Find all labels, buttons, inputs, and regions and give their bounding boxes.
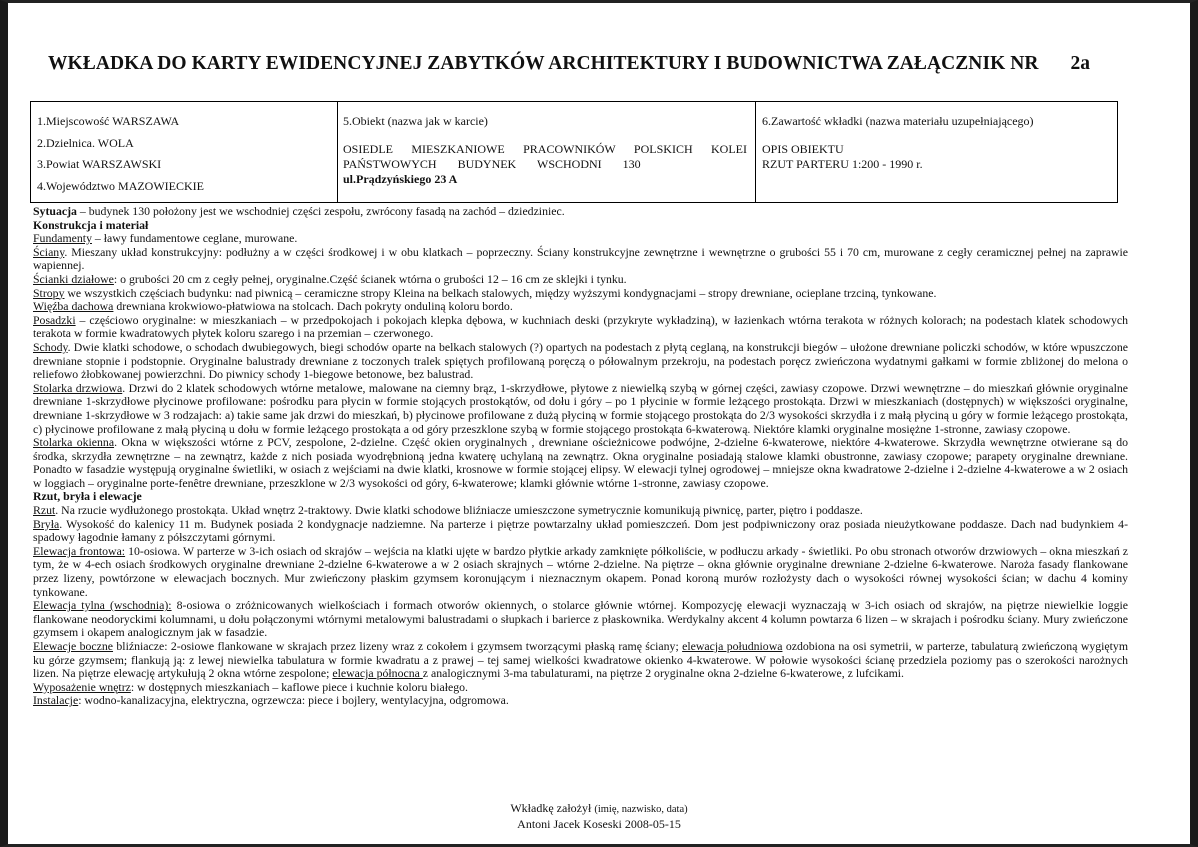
stropy-label: Stropy	[33, 285, 65, 300]
wyposazenie-label: Wyposażenie wnętrz	[33, 679, 131, 694]
wyposazenie-paragraph	[33, 681, 1128, 695]
content-label: 6.Zawartość wkładki (nazwa materiału uzupełniającego)	[762, 114, 1034, 128]
object-column	[338, 102, 756, 202]
dzielnica-field: 2.Dzielnica. WOLA	[37, 135, 134, 150]
fundamenty-label: Fundamenty	[33, 231, 92, 246]
schody-text: . Dwie klatki schodowe, o schodach dwubiegowych, biegi schodów oparte na belkach stalowych (?) opartych na podestach z płytą ceglaną, na konstrukcji biegów – ułożone drewniane policzki schodów, w które wpuszczone drewniane stopnie i podstopnie. Oryginalne balustrady drewniane z toczonych tralek spiętych profilowaną poręczą o półowalnym przekroju, na podestach poręcz zwieńczona wydatnymi gałkami w formie zbliżonej do melona o reliefowo żłobkowanej powierzchni. Do piwnicy schody 1-biegowe betonowe, bez balustrad.	[33, 339, 1128, 382]
stolarka-okienna-text: . Okna w większości wtórne z PCV, zespolone, 2-dzielne. Część okien oryginalnych , drewniane ościeżnicowe podwójne, 2-dzielne 6-kwaterowe, niektóre 4-kwaterowe. Skrzydła wewnętrzne otwierane są do środka, skrzydła zewnętrzne – na zewnątrz, każde z nich posiada wyodrębnioną jedna kwaterę uchylaną na zewnątrz. Okna oryginalne posiadają stalowe klamki obustronne, zawiasy czopowe; parapety oryginalne drewniane. Ponadto w fasadzie występują oryginalne świetliki, w osiach z wejściami na dwie klatki, krosnowe w formie stojącej elipsy. W elewacji tylnej ogrodowej – mniejsze okna kwadratowe 2-dzielne i 2-dzielne 4-kwaterowe a w 2 osiach w loggiach – oryginalne porte-fenêtre drewniane, przeszklone w 2/3 wysokości od góry, 6-kwaterowe; klamki głównie wtórne 1-stronne, zawiasy czopowe.	[33, 435, 1129, 490]
footer-label: Wkładkę założył	[510, 801, 592, 815]
object-address: ul.Prądzyńskiego 23 A	[343, 172, 458, 186]
schody-label: Schody	[33, 339, 68, 354]
stolarka-okienna-label: Stolarka okienna	[33, 435, 115, 450]
scianki-text: : o grubości 20 cm z cegły pełnej, oryginalne.Część ścianek wtórna o grubości 12 – 16 cm ze sklejki i tynku.	[113, 271, 627, 286]
content-line1: OPIS OBIEKTU	[762, 142, 844, 156]
footer-label-small: (imię, nazwisko, data)	[594, 804, 688, 815]
stropy-text: we wszystkich częściach budynku: nad piwnicą – ceramiczne stropy Kleina na belkach stalowych, między wyższymi kondygnacjami – stropy drewniane, ocieplane trzciną, tynkowane.	[64, 285, 937, 300]
sytuacja-paragraph	[33, 205, 1128, 219]
object-label: 5.Obiekt (nazwa jak w karcie)	[343, 114, 488, 128]
instalacje-text: : wodno-kanalizacyjna, elektryczna, ogrzewcza: piece i bojlery, wentylacyjna, odgromowa.	[78, 693, 509, 708]
sciany-text: . Mieszany układ konstrukcyjny: podłużny a w części środkowej i w obu klatkach – poprzeczny. Ściany konstrukcyjne zewnętrzne i wewnętrzne o grubości 55 i 70 cm, murowane z cegły ceramicznej pełnej na zaprawie wapiennej.	[33, 244, 1128, 273]
elewacje-boczne-paragraph	[33, 640, 1128, 681]
header-table	[30, 101, 1118, 203]
posadzki-paragraph	[33, 314, 1128, 341]
elewacja-frontowa-paragraph	[33, 545, 1128, 599]
content-column	[756, 102, 1117, 202]
location-column	[31, 102, 338, 202]
elewacja-tylna-text: 8-osiowa o zróżnicowanych wielkościach i formach otworów okiennych, o stolarce głównie wtórnej. Kompozycję elewacji wyznaczają w 3-ich osiach od skrajów, na piętrze niewielkie loggie flankowane neodoryckimi kolumnami, u dołu połączonymi wtórnymi metalowymi balustradami o słupkach i barierce z płaskownika. Werdykalny akcent 4 kolumn powtarza 6 lizen – w skrajach i pośrodku ściany. Mury zwieńczone gzymsem i okapem analogicznym jak w fasadzie.	[33, 598, 1128, 640]
instalacje-label: Instalacje	[33, 693, 79, 708]
bryla-paragraph	[33, 518, 1128, 545]
title-main: WKŁADKA DO KARTY EWIDENCYJNEJ ZABYTKÓW ARCHITEKTURY I BUDOWNICTWA ZAŁĄCZNIK NR	[48, 53, 1039, 74]
wiezba-text: drewniana krokwiowo-płatwiowa na stolcach. Dach pokryty onduliną koloru bordo.	[113, 299, 513, 314]
miejscowosc-field: 1.Miejscowość WARSZAWA	[37, 114, 180, 128]
stolarka-okienna-paragraph	[33, 436, 1128, 490]
object-name-line2: PAŃSTWOWYCH BUDYNEK WSCHODNI 130	[343, 157, 641, 171]
elewacje-boczne-text-b: ozdobiona na osi symetrii, w parterze, tabulaturą zwieńczoną wygiętym ku górze gzymsem; flankują ją: z lewej niewielka tabulatura w formie kwadratu a z prawej – tej samej wielkości kwadratowe okienko 4-kwaterowe. W połowie wysokości ścianę przedziela poziomy pas o szerokości narożnych lizen. Na piętrze elewację artykułują 2 okna wtórne zespolone;	[33, 639, 1128, 681]
sytuacja-text: – budynek 130 położony jest we wschodniej części zespołu, zwrócony fasadą na zachód – dziedziniec.	[76, 204, 565, 218]
fundamenty-text: – ławy fundamentowe ceglane, murowane.	[91, 231, 298, 246]
elewacja-frontowa-label: Elewacja frontowa:	[33, 543, 126, 558]
rzut-paragraph	[33, 504, 1128, 518]
sytuacja-label: Sytuacja	[33, 204, 77, 218]
fundamenty-paragraph	[33, 232, 1128, 246]
elewacje-boczne-text-c: z analogicznymi 3-ma tabulaturami, na piętrze 2 oryginalne okna 2-dzielne 6-kwaterowe, z lufcikami.	[422, 666, 904, 681]
powiat-field: 3.Powiat WARSZAWSKI	[37, 157, 162, 171]
konstrukcja-heading: Konstrukcja i materiał	[33, 217, 149, 232]
rzut-text: . Na rzucie wydłużonego prostokąta. Układ wnętrz 2-traktowy. Dwie klatki schodowe bliźniacze umieszczone symetrycznie komunikują piwnicę, parter, piętro i poddasze.	[55, 503, 863, 518]
title-number: 2a	[1070, 53, 1091, 74]
elewacja-poludniowa-label: elewacja południowa	[682, 639, 783, 653]
scianki-label: Ścianki działowe	[33, 271, 114, 286]
elewacje-boczne-label: Elewacje boczne	[33, 639, 114, 653]
scianki-paragraph	[33, 273, 1128, 287]
document-title	[48, 53, 1168, 75]
bryla-label: Bryła	[33, 516, 60, 531]
elewacja-tylna-label: Elewacja tylna (wschodnia):	[33, 598, 172, 613]
object-name-line1: OSIEDLE MIESZKANIOWE PRACOWNIKÓW POLSKICH KOLEI	[343, 142, 747, 156]
wyposazenie-text: : w dostępnych mieszkaniach – kaflowe piece i kuchnie koloru białego.	[130, 679, 468, 694]
stolarka-drzwiowa-text: . Drzwi do 2 klatek schodowych wtórne metalowe, malowane na ciemny brąz, 1-skrzydłowe, płytowe z niewielką szybą w górnej części, zawiasy czopowe. Drzwi wewnętrzne – do mieszkań głównie oryginalne drewniane 1-skrzydłowe płycinowe profilowane: pośrodku para płycin w formie stojących prostokątów, od dołu i góry – po 1 płycinie w formie leżącego prostokąta. Drzwi w mieszkaniach (dostępnych) w większości oryginalne, drewniane 1-skrzydłowe w 3 rodzajach: a) takie same jak drzwi do mieszkań, b) płycinowe profilowane z dużą płyciną w formie stojącego prostokąta do 2/3 wysokości skrzydła i z małą płyciną u góry w formie leżącego prostokąta, c) płycinowe profilowane z małą płyciną u dołu w formie leżącego prostokąta a od góry przeszklone szybą w formie stojącego prostokąta 6-kwaterową. Niektóre klamki oryginalne mosiężne 1-stronne, zawiasy czopowe.	[33, 380, 1128, 436]
stropy-paragraph	[33, 287, 1128, 301]
footer-label-line	[0, 801, 1198, 817]
posadzki-text: – częściowo oryginalne: w mieszkaniach – w przedpokojach i pokojach klepka dębowa, w kuchniach deski (przykryte wykładziną), w łazienkach wtórna terakota w różnych kolorach; na podestach klatek schodowych terakota w formie kwadratowych płytek koloru szarego i na przemian – czerwonego.	[33, 312, 1128, 341]
bryla-text: . Wysokość do kalenicy 11 m. Budynek posiada 2 kondygnacje nadziemne. Na parterze i piętrze powtarzalny układ pomieszczeń. Dom jest podpiwniczony oraz posiada nieużytkowane poddasze. Dach nad budynkiem 4-spadowy łagodnie łamany z półszczytami górnymi.	[33, 516, 1128, 545]
posadzki-label: Posadzki	[33, 312, 76, 327]
wojewodztwo-field: 4.Województwo MAZOWIECKIE	[37, 178, 204, 193]
stolarka-drzwiowa-label: Stolarka drzwiowa	[33, 380, 123, 395]
content-line2: RZUT PARTERU 1:200 - 1990 r.	[762, 157, 923, 171]
instalacje-paragraph	[33, 694, 1128, 708]
description-body	[33, 205, 1128, 708]
elewacja-tylna-paragraph	[33, 599, 1128, 640]
sciany-label: Ściany	[33, 244, 65, 259]
elewacja-frontowa-text: 10-osiowa. W parterze w 3-ich osiach od skrajów – wejścia na klatki ujęte w bardzo płytkie arkady zamknięte półkoliście, w podłuczu arkady - świetliki. Po obu stronach otworów drzwiowych – okna mieszkań z tym, że w 4-ech osiach środkowych oryginalne drewniane 2-dzielne 6-kwaterowe a w 2 osiach skrajnych – wtórne 2-dzielne. Na piętrze – okna głównie oryginalne drewniane 2-dzielne 6-kwaterowe. Naroża fasady flankowane przez lizeny, powtórzone w elewacjach bocznych. Mur zwieńczony płaskim gzymsem koronującym i nieznacznym okapem. Ponad koroną murów rozłożysty dach o wysokości równej wysokości ścian; w dachu 4 kominy tynkowane.	[33, 543, 1128, 599]
elewacja-polnocna-label: elewacja północna	[332, 666, 423, 681]
elewacje-boczne-text-a: bliźniacze: 2-osiowe flankowane w skrajach przez lizeny wraz z cokołem i gzymsem tworzącymi płaską ramę ściany;	[113, 639, 683, 653]
rzut-label: Rzut	[33, 503, 56, 518]
wiezba-label: Więźba dachowa	[33, 299, 114, 314]
rzut-heading: Rzut, bryła i elewacje	[33, 489, 142, 504]
sciany-paragraph	[33, 246, 1128, 273]
stolarka-drzwiowa-paragraph	[33, 382, 1128, 436]
wiezba-paragraph	[33, 300, 1128, 314]
schody-paragraph	[33, 341, 1128, 382]
footer-signature	[0, 801, 1198, 831]
footer-author: Antoni Jacek Koseski 2008-05-15	[517, 817, 681, 831]
